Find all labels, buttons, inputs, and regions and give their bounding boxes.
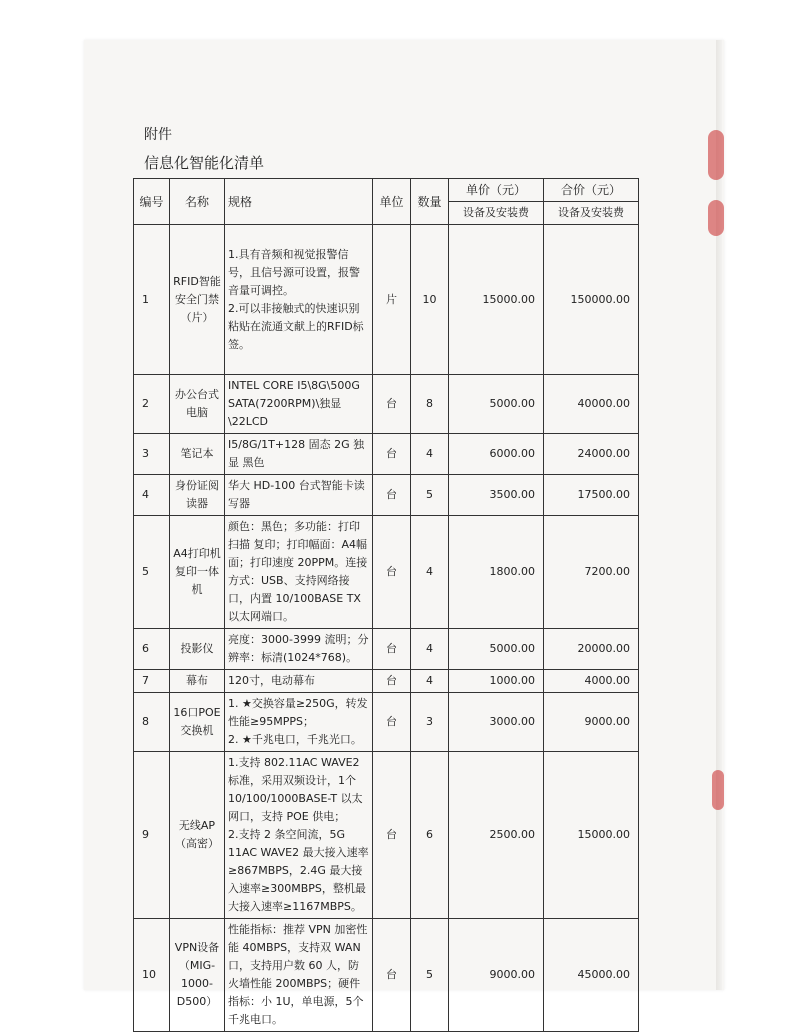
cell-no: 2 [134, 375, 170, 434]
cell-total-price: 40000.00 [544, 375, 639, 434]
red-seal-fragment [708, 200, 724, 236]
col-header-no: 编号 [134, 179, 170, 225]
col-header-total-price: 合价（元） [544, 179, 639, 202]
cell-unit-price: 6000.00 [449, 434, 544, 475]
red-seal-fragment [708, 130, 724, 180]
cell-spec: 120寸，电动幕布 [225, 670, 373, 693]
cell-unit: 台 [373, 919, 411, 1032]
cell-qty: 6 [411, 752, 449, 919]
cell-unit: 台 [373, 752, 411, 919]
cell-name: 幕布 [170, 670, 225, 693]
col-header-unit: 单位 [373, 179, 411, 225]
cell-unit-price: 1000.00 [449, 670, 544, 693]
cell-total-price: 24000.00 [544, 434, 639, 475]
attachment-label: 附件 [144, 127, 172, 143]
cell-unit-price: 15000.00 [449, 225, 544, 375]
table-row [134, 375, 639, 434]
cell-qty: 5 [411, 919, 449, 1032]
cell-spec: 华大 HD-100 台式智能卡读写器 [225, 475, 373, 516]
cell-unit-price: 2500.00 [449, 752, 544, 919]
cell-qty: 4 [411, 629, 449, 670]
cell-unit: 台 [373, 629, 411, 670]
col-header-spec: 规格 [225, 179, 373, 225]
cell-qty: 10 [411, 225, 449, 375]
cell-qty: 4 [411, 516, 449, 629]
cell-total-price: 45000.00 [544, 919, 639, 1032]
table-row [134, 516, 639, 629]
cell-spec: 1.支持 802.11AC WAVE2 标准，采用双频设计，1个 10/100/1000BASE-T 以太网口，支持 POE 供电； 2.支持 2 条空间流，5G 11AC WAVE2 最大接入速率≥867MBPS，2.4G 最大接入速率≥300MBPS，整机最大接入速率≥1167MBPS。 [225, 752, 373, 919]
cell-unit: 台 [373, 434, 411, 475]
cell-unit: 台 [373, 670, 411, 693]
cell-qty: 8 [411, 375, 449, 434]
cell-qty: 4 [411, 434, 449, 475]
red-seal-fragment [712, 770, 724, 810]
cell-name: 身份证阅读器 [170, 475, 225, 516]
page-edge-shadow [716, 40, 722, 990]
cell-total-price: 15000.00 [544, 752, 639, 919]
cell-no: 4 [134, 475, 170, 516]
cell-unit: 台 [373, 475, 411, 516]
cell-spec: 性能指标：推荐 VPN 加密性能 40MBPS，支持双 WAN 口，支持用户数 60 人，防火墙性能 200MBPS；硬件指标：小 1U，单电源，5个千兆电口。 [225, 919, 373, 1032]
table-row [134, 670, 639, 693]
cell-name: 16口POE交换机 [170, 693, 225, 752]
table-row [134, 752, 639, 919]
cell-unit-price: 5000.00 [449, 375, 544, 434]
cell-unit: 台 [373, 375, 411, 434]
cell-name: 笔记本 [170, 434, 225, 475]
col-header-name: 名称 [170, 179, 225, 225]
col-header-qty: 数量 [411, 179, 449, 225]
cell-name: 办公台式电脑 [170, 375, 225, 434]
cell-no: 6 [134, 629, 170, 670]
cell-qty: 4 [411, 670, 449, 693]
cell-unit: 台 [373, 693, 411, 752]
cell-unit-price: 1800.00 [449, 516, 544, 629]
cell-total-price: 9000.00 [544, 693, 639, 752]
cell-total-price: 4000.00 [544, 670, 639, 693]
table-row [134, 225, 639, 375]
table-row [134, 629, 639, 670]
cell-name: VPN设备（MIG-1000-D500） [170, 919, 225, 1032]
cell-spec: 颜色：黑色；多功能：打印扫描 复印；打印幅面：A4幅面；打印速度 20PPM。连接方式：USB、支持网络接口，内置 10/100BASE TX 以太网端口。 [225, 516, 373, 629]
cell-spec: 1.具有音频和视觉报警信号，且信号源可设置，报警音量可调控。 2.可以非接触式的快速识别粘贴在流通文献上的RFID标签。 [225, 225, 373, 375]
document-title: 信息化智能化清单 [144, 154, 265, 172]
cell-no: 10 [134, 919, 170, 1032]
inventory-table [133, 178, 639, 1032]
cell-name: A4打印机复印一体机 [170, 516, 225, 629]
cell-total-price: 7200.00 [544, 516, 639, 629]
col-header-unit-price: 单价（元） [449, 179, 544, 202]
cell-total-price: 150000.00 [544, 225, 639, 375]
col-subheader-unit-price: 设备及安装费 [449, 202, 544, 225]
cell-no: 1 [134, 225, 170, 375]
cell-no: 7 [134, 670, 170, 693]
cell-unit: 台 [373, 516, 411, 629]
cell-name: 无线AP（高密） [170, 752, 225, 919]
cell-name: RFID智能安全门禁（片） [170, 225, 225, 375]
cell-no: 5 [134, 516, 170, 629]
table-row [134, 919, 639, 1032]
cell-name: 投影仪 [170, 629, 225, 670]
cell-spec: INTEL CORE I5\8G\500G SATA(7200RPM)\独显\22LCD [225, 375, 373, 434]
cell-unit-price: 3000.00 [449, 693, 544, 752]
cell-no: 3 [134, 434, 170, 475]
cell-total-price: 20000.00 [544, 629, 639, 670]
cell-unit-price: 5000.00 [449, 629, 544, 670]
cell-spec: I5/8G/1T+128 固态 2G 独显 黑色 [225, 434, 373, 475]
table-row [134, 693, 639, 752]
cell-qty: 5 [411, 475, 449, 516]
cell-no: 8 [134, 693, 170, 752]
cell-unit-price: 3500.00 [449, 475, 544, 516]
col-subheader-total-price: 设备及安装费 [544, 202, 639, 225]
table-row [134, 434, 639, 475]
cell-total-price: 17500.00 [544, 475, 639, 516]
cell-qty: 3 [411, 693, 449, 752]
cell-no: 9 [134, 752, 170, 919]
table-row [134, 475, 639, 516]
cell-unit: 片 [373, 225, 411, 375]
cell-spec: 1. ★交换容量≥250G，转发性能≥95MPPS； 2. ★千兆电口，千兆光口。 [225, 693, 373, 752]
cell-spec: 亮度：3000-3999 流明；分辨率：标清(1024*768)。 [225, 629, 373, 670]
cell-unit-price: 9000.00 [449, 919, 544, 1032]
